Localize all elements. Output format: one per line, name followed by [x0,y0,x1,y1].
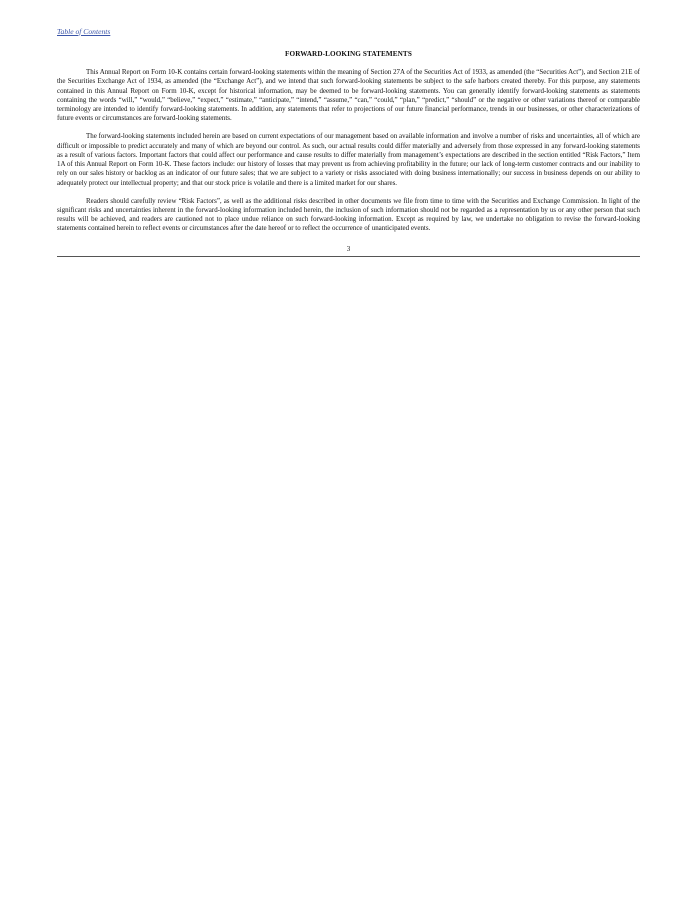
table-of-contents-link[interactable]: Table of Contents [57,27,111,36]
paragraph-readers-caution: Readers should carefully review “Risk Factors”, as well as the additional risks described in other documents we file from time to time with the Securities and Exchange Commission. In light of the significant risks and uncertainties inherent in the forward-looking information included herein, the inclusion of such information should not be regarded as a representation by us or any other person that such results will be achieved, and readers are cautioned not to place undue reliance on such forward-looking information. Except as required by law, we undertake no obligation to revise the forward-looking statements contained herein to reflect events or circumstances after the date hereof or to reflect the occurrence of unanticipated events. [57,196,640,233]
section-title: FORWARD-LOOKING STATEMENTS [285,50,412,58]
page-number: 3 [346,245,351,253]
page-divider [57,256,640,257]
paragraph-risks-uncertainties: The forward-looking statements included herein are based on current expectations of our management based on available information and involve a number of risks and uncertainties, all of which are difficult or impossible to predict accurately and many of which are beyond our control. As such, our actual results could differ materially and adversely from those expressed in any forward-looking statements as a result of various factors. Important factors that could affect our performance and cause results to differ materially from management’s expectations are described in the section entitled “Risk Factors,” Item 1A of this Annual Report on Form 10-K. These factors include: our history of losses that may prevent us from achieving profitability in the future; our lack of long-term customer contracts and our inability to rely on our sales history or backlog as an indicator of our future sales; that we are subject to a variety or risks associated with doing business internationally; our success in business depends on our ability to adequately protect our intellectual property; and that our stock price is volatile and there is a limited market for our shares. [57,132,640,187]
document-page [57,21,640,257]
paragraph-forward-looking-intro: This Annual Report on Form 10-K contains certain forward-looking statements within the meaning of Section 27A of the Securities Act of 1933, as amended (the “Securities Act”), and Section 21E of the Securities Exchange Act of 1934, as amended (the “Exchange Act”), and we intend that such forward-looking statements be subject to the safe harbors created thereby. For this purpose, any statements contained in this Annual Report on Form 10-K, except for historical information, may be deemed to be forward-looking statements. You can generally identify forward-looking statements as statements containing the words “will,” “would,” “believe,” “expect,” “estimate,” “anticipate,” “intend,” “assume,” “can,” “could,” “plan,” “predict,” “should” or the negative or other variations thereof or comparable terminology are intended to identify forward-looking statements. In addition, any statements that refer to projections of our future financial performance, trends in our businesses, or other characterizations of future events or circumstances are forward-looking statements. [57,68,640,123]
